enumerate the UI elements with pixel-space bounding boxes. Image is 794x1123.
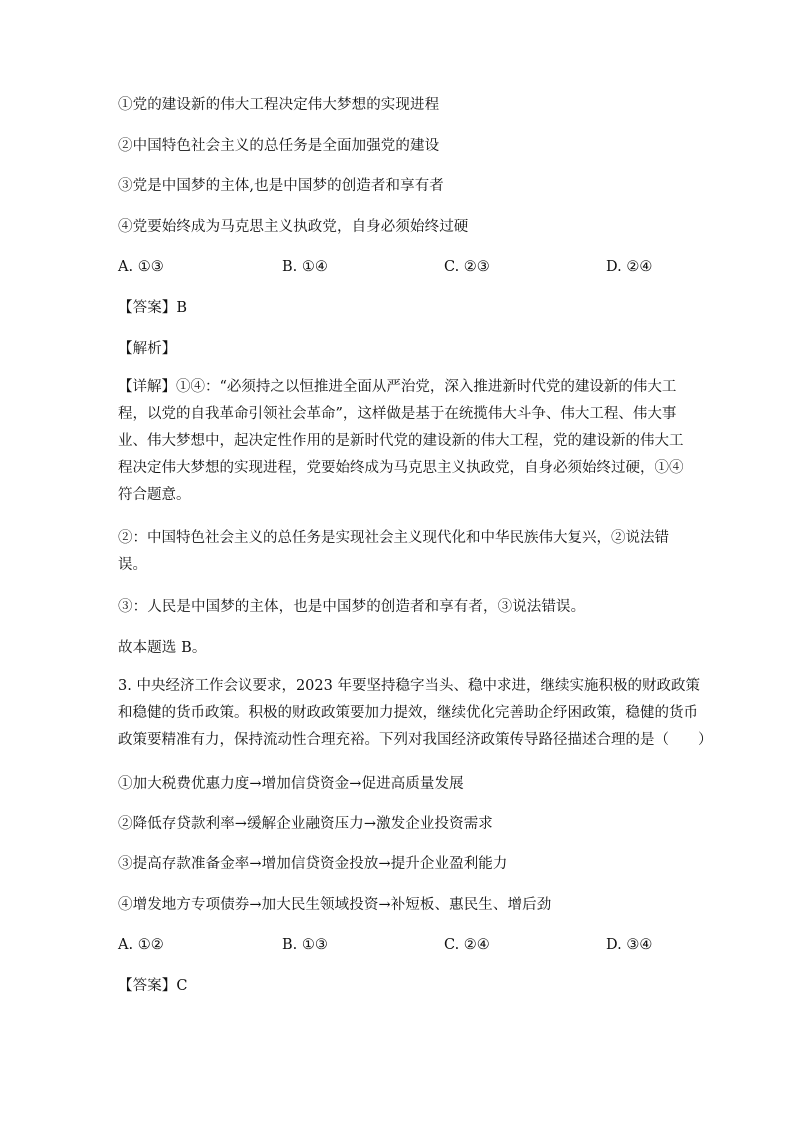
answer-label: 【答案】B	[118, 300, 188, 316]
q3-option-c: C. ②④	[444, 937, 490, 953]
detail-line: 程，以党的自我革命引领社会革命”，这样做是基于在统揽伟大斗争、伟大工程、伟大事	[118, 406, 677, 422]
q3-option-a: A. ①②	[118, 937, 164, 953]
detail-line: 业、伟大梦想中，起决定性作用的是新时代党的建设新的伟大工程，党的建设新的伟大工	[118, 433, 684, 449]
q3-answer-label: 【答案】C	[118, 978, 188, 994]
detail-line: 程决定伟大梦想的实现进程，党要始终成为马克思主义执政党，自身必须始终过硬，①④	[118, 460, 684, 476]
note-2-paragraph	[118, 525, 678, 579]
note-line: 误。	[118, 557, 147, 573]
stem-line: 政策要精准有力，保持流动性合理充裕。下列对我国经济政策传导路径描述合理的是（ ）	[118, 732, 713, 748]
statement-1: ①党的建设新的伟大工程决定伟大梦想的实现进程	[118, 97, 440, 113]
detail-paragraph	[118, 374, 684, 509]
option-c: C. ②③	[444, 259, 490, 275]
options-row	[118, 257, 698, 277]
option-a: A. ①③	[118, 259, 164, 275]
conclusion: 故本题选 B。	[118, 640, 207, 656]
analysis-heading: 【解析】	[118, 341, 177, 357]
detail-line: 【详解】①④：“必须持之以恒推进全面从严治党，深入推进新时代党的建设新的伟大工	[118, 379, 677, 395]
q3-statement-1: ①加大税费优惠力度→增加信贷资金→促进高质量发展	[118, 776, 464, 792]
q3-statement-3: ③提高存款准备金率→增加信贷资金投放→提升企业盈利能力	[118, 856, 508, 872]
detail-line: 符合题意。	[118, 487, 191, 503]
note-3: ③：人民是中国梦的主体，也是中国梦的创造者和享有者，③说法错误。	[118, 599, 586, 615]
question-3-stem	[118, 673, 713, 754]
q3-option-d: D. ③④	[606, 937, 653, 953]
q3-option-b: B. ①③	[282, 937, 328, 953]
stem-line: 和稳健的货币政策。积极的财政政策要加力提效，继续优化完善助企纾困政策，稳健的货币	[118, 705, 698, 721]
q3-options-row	[118, 935, 698, 955]
option-b: B. ①④	[282, 259, 328, 275]
note-line: ②：中国特色社会主义的总任务是实现社会主义现代化和中华民族伟大复兴，②说法错	[118, 530, 669, 546]
statement-2: ②中国特色社会主义的总任务是全面加强党的建设	[118, 138, 440, 154]
statement-4: ④党要始终成为马克思主义执政党，自身必须始终过硬	[118, 219, 469, 235]
q3-statement-2: ②降低存贷款利率→缓解企业融资压力→激发企业投资需求	[118, 816, 493, 832]
option-d: D. ②④	[606, 259, 653, 275]
q3-statement-4: ④增发地方专项债券→加大民生领域投资→补短板、惠民生、增后劲	[118, 897, 552, 913]
statement-3: ③党是中国梦的主体,也是中国梦的创造者和享有者	[118, 178, 444, 194]
stem-line: 3. 中央经济工作会议要求，2023 年要坚持稳字当头、稳中求进，继续实施积极的财政政策	[118, 678, 700, 694]
